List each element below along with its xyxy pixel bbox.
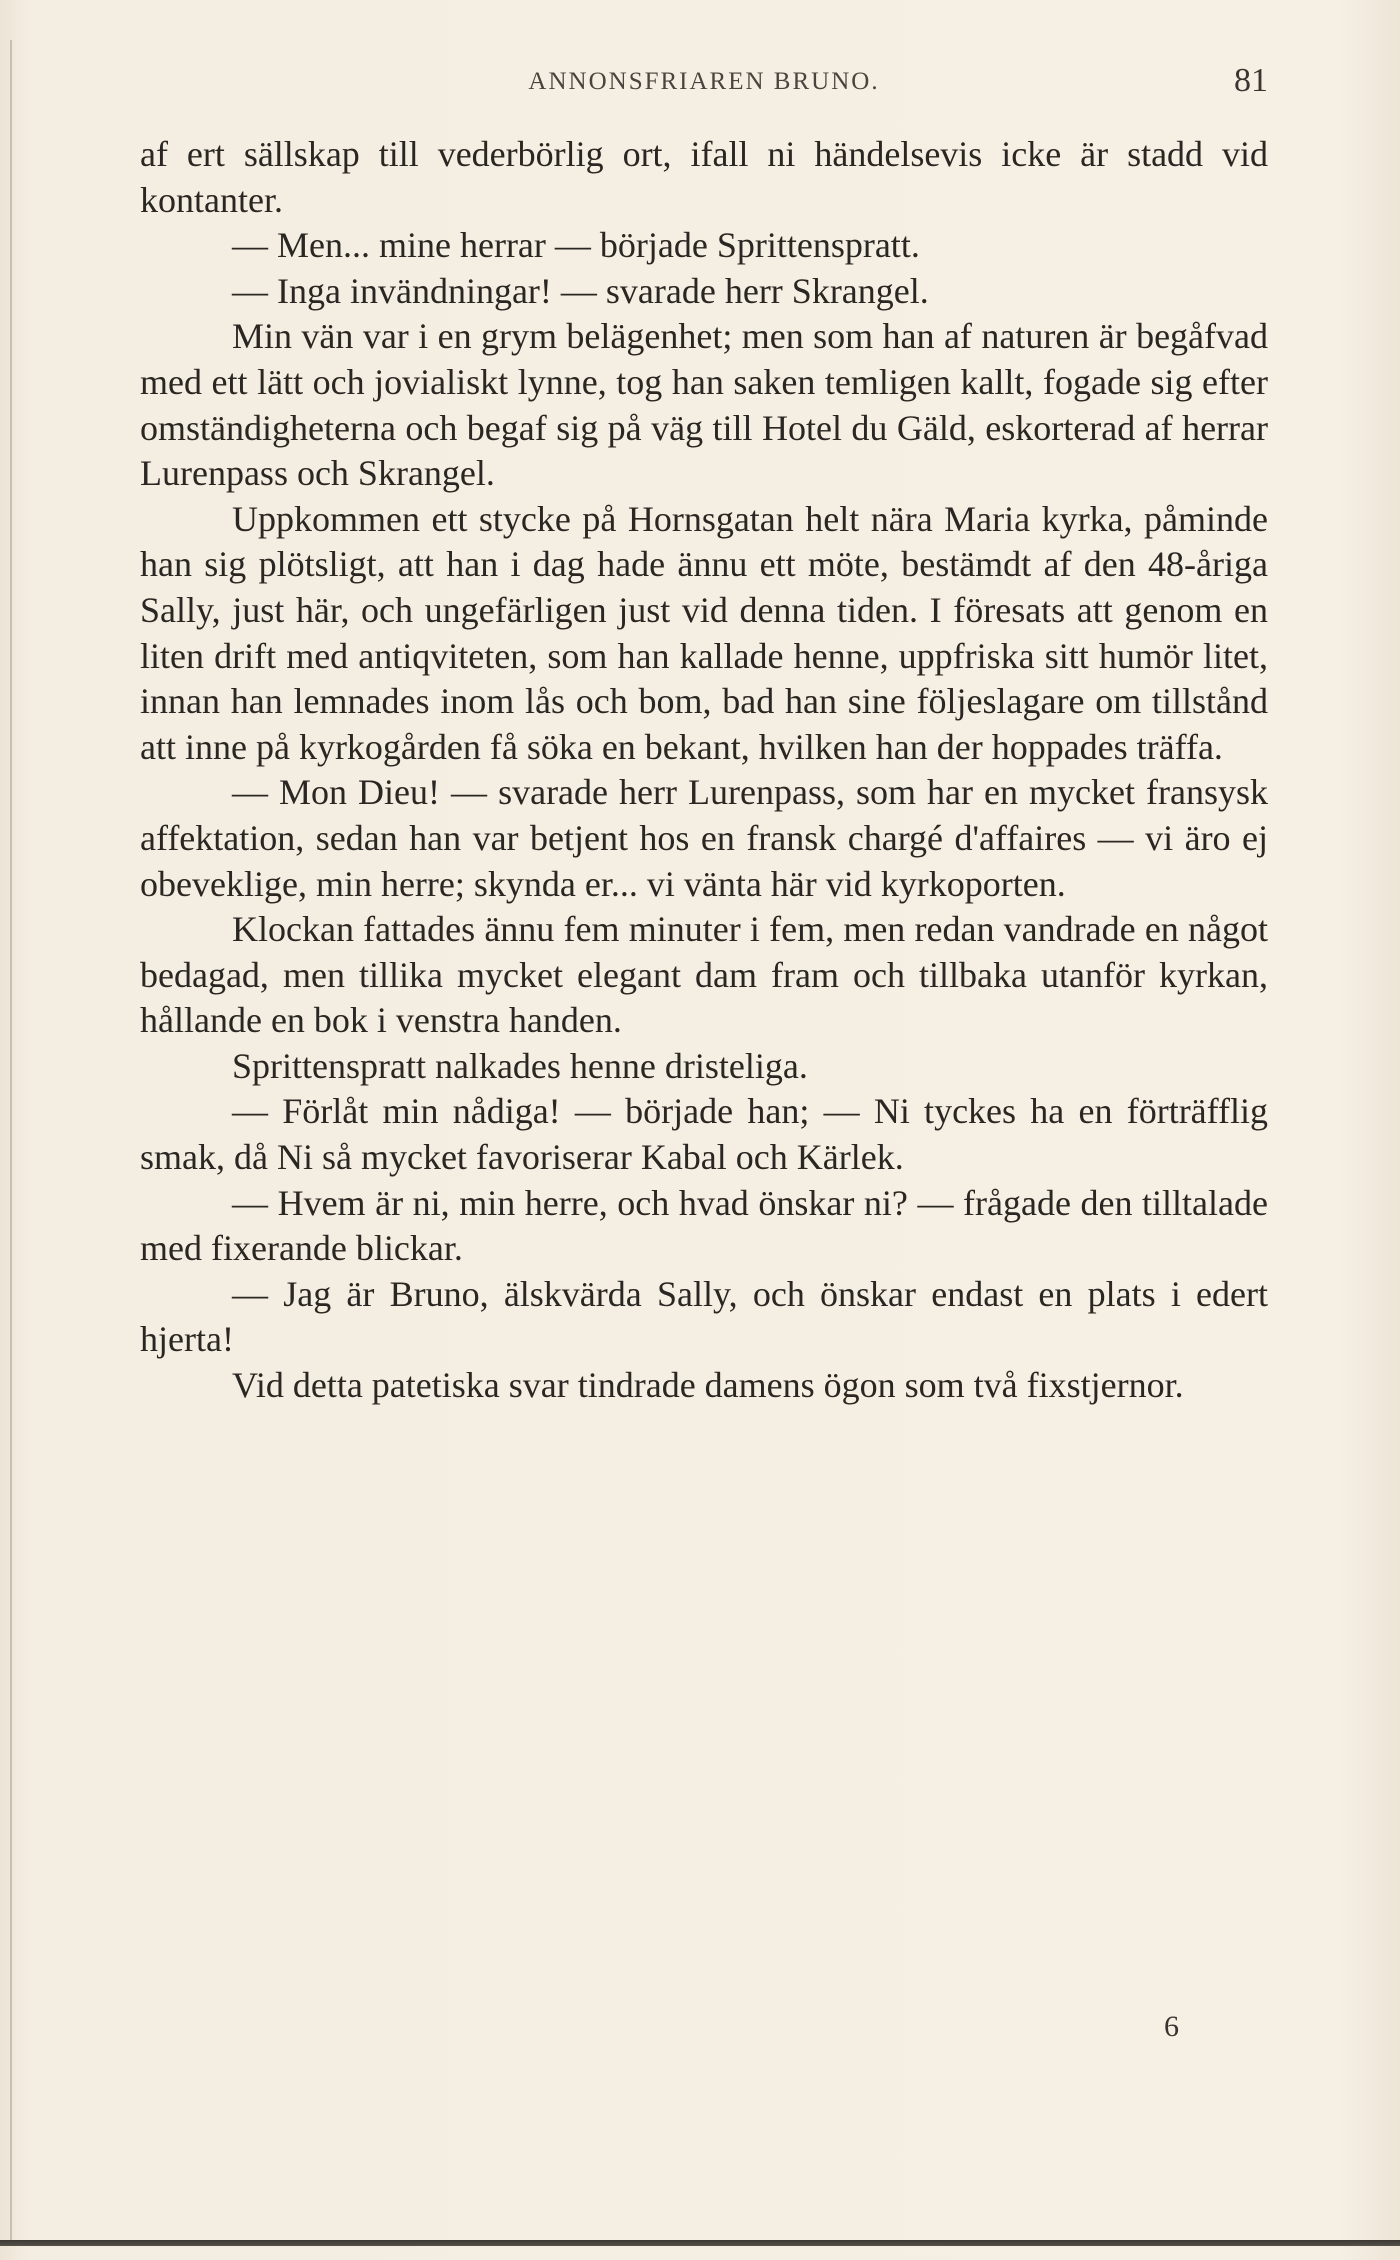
paragraph: Sprittenspratt nalkades henne dristeliga. <box>232 1045 808 1086</box>
paragraph: — Hvem är ni, min herre, och hvad önskar ni? — frågade den tilltalade med fixerande blickar. <box>140 1182 1268 1269</box>
paragraph: — Jag är Bruno, älskvärda Sally, och önskar endast en plats i edert hjerta! <box>140 1273 1268 1360</box>
paragraph: Klockan fattades ännu fem minuter i fem, men redan vandrade en något bedagad, men tillika mycket elegant dam fram och tillbaka utanför kyrkan, hållande en bok i venstra handen. <box>140 909 1268 1041</box>
paragraph: af ert sällskap till vederbörlig ort, ifall ni händelsevis icke är stadd vid kontanter. <box>140 134 1268 220</box>
running-head: ANNONSFRIAREN BRUNO. <box>528 68 880 95</box>
paragraph: Vid detta patetiska svar tindrade damens ögon som två fixstjernor. <box>232 1365 1184 1406</box>
page-number: 81 <box>1234 62 1268 99</box>
paragraph: — Förlåt min nådiga! — började han; — Ni tyckes ha en förträfflig smak, då Ni så mycket favoriserar Kabal och Kärlek. <box>140 1091 1268 1178</box>
paragraph: — Mon Dieu! — svarade herr Lurenpass, som har en mycket fransysk affektation, sedan han var betjent hos en fransk chargé d'affaires — vi äro ej obeveklige, min herre; skynda er... vi vänta här vid kyrkoporten. <box>140 772 1268 904</box>
body-text <box>140 132 1268 1409</box>
paragraph: — Inga invändningar! — svarade herr Skrangel. <box>232 270 929 311</box>
page-edge-shadow <box>10 40 12 2240</box>
paragraph: Uppkommen ett stycke på Hornsgatan helt nära Maria kyrka, påminde han sig plötsligt, att han i dag hade ännu ett möte, bestämdt af den 48-åriga Sally, just här, och ungefärligen just vid denna tiden. I föresats att genom en liten drift med antiqviteten, som han kallade henne, uppfriska sitt humör litet, innan han lemnades inom lås och bom, bad han sine följeslagare om tillstånd att inne på kyrkogården få söka en bekant, hvilken han der hoppades träffa. <box>140 498 1268 767</box>
paragraph: Min vän var i en grym belägenhet; men som han af naturen är begåfvad med ett lätt och jovialiskt lynne, tog han saken temligen kallt, fogade sig efter omständigheterna och begaf sig på väg till Hotel du Gäld, eskorterad af herrar Lurenpass och Skrangel. <box>140 316 1268 494</box>
page-bottom-edge <box>0 2240 1400 2246</box>
page-header <box>140 58 1268 118</box>
signature-mark: 6 <box>1164 2010 1179 2043</box>
paragraph: — Men... mine herrar — började Sprittenspratt. <box>232 225 920 266</box>
